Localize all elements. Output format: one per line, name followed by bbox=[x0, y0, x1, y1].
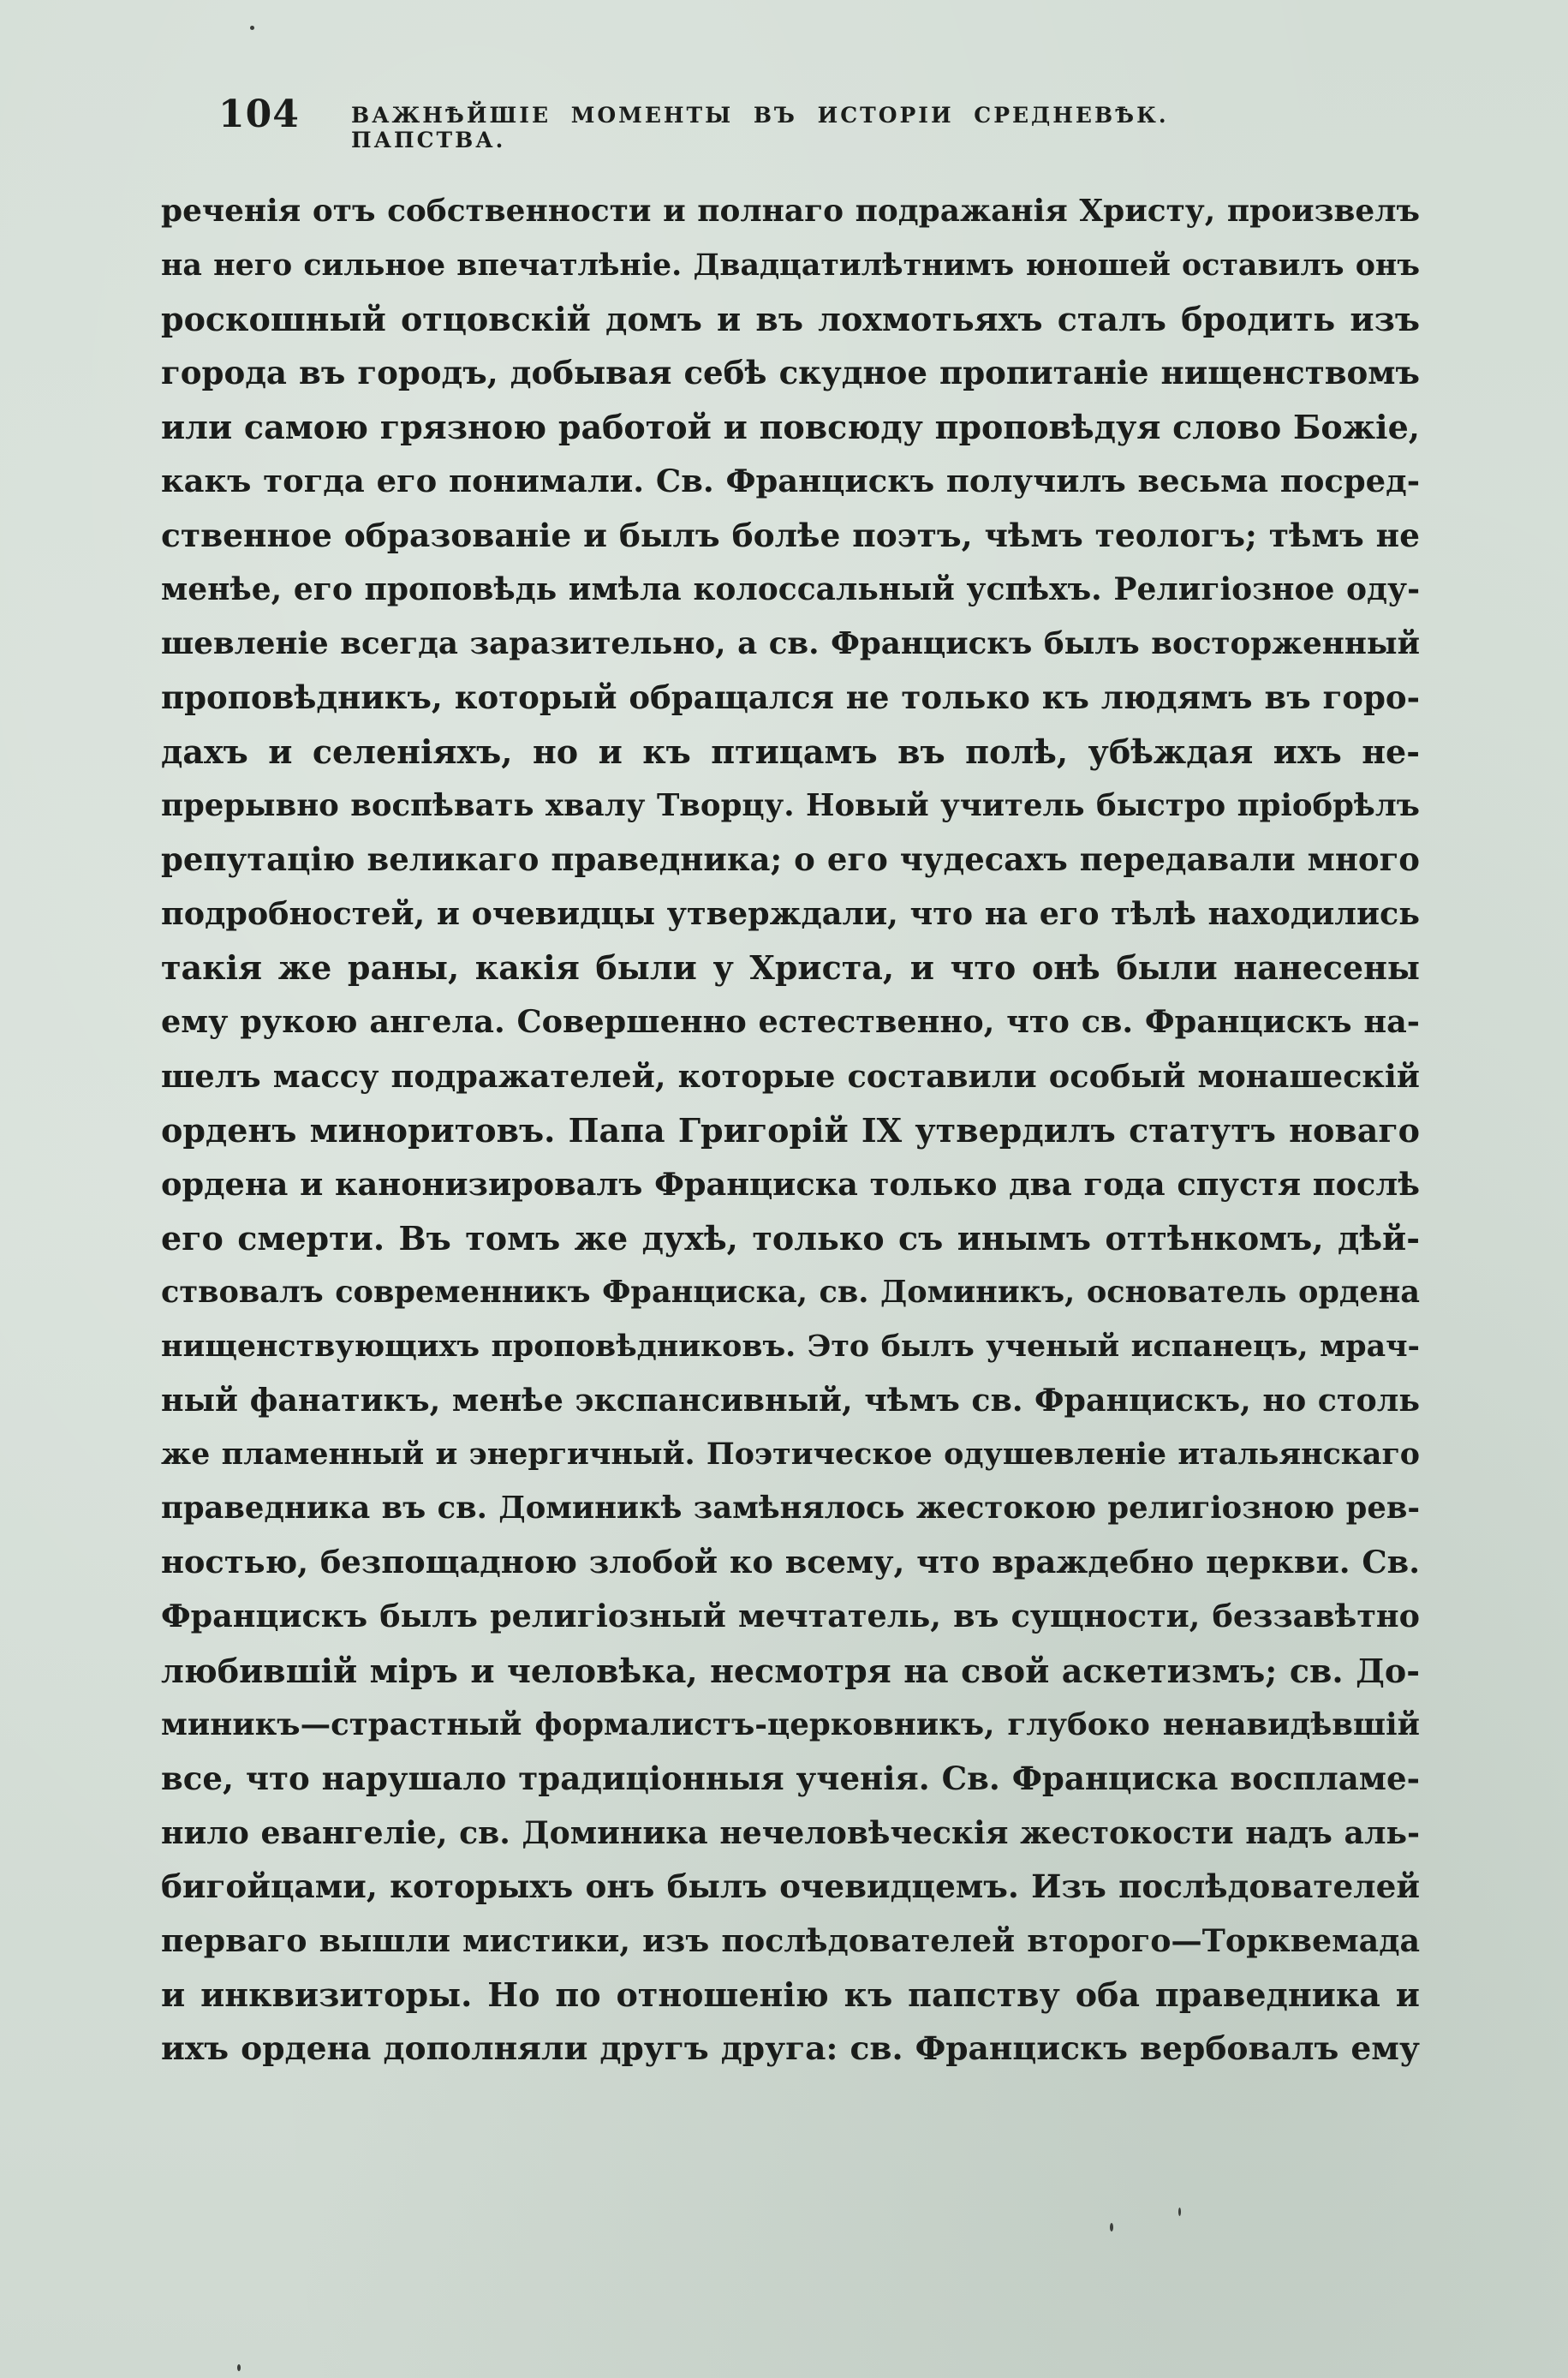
text-line: орденъ миноритовъ. Папа Григорій IX утвердилъ статутъ новаго bbox=[161, 1110, 1420, 1150]
text-line: проповѣдникъ, который обращался не только къ людямъ въ горо- bbox=[161, 678, 1420, 716]
running-title: ВАЖНѢЙШІЕ МОМЕНТЫ ВЪ ИСТОРІИ СРЕДНЕВѢК. ПАПСТВА. bbox=[351, 103, 1169, 152]
text-line: ственное образованіе и былъ болѣе поэтъ, чѣмъ теологъ; тѣмъ не bbox=[161, 516, 1420, 554]
text-line: шелъ массу подражателей, которые составили особый монашескій bbox=[161, 1057, 1420, 1095]
scan-speck bbox=[1110, 2223, 1113, 2232]
text-line: бигойцами, которыхъ онъ былъ очевидцемъ. Изъ послѣдователей bbox=[161, 1867, 1420, 1905]
text-line: ствовалъ современникъ Франциска, св. Доминикъ, основатель ордена bbox=[161, 1274, 1420, 1310]
text-line: его смерти. Въ томъ же духѣ, только съ инымъ оттѣнкомъ, дѣй- bbox=[161, 1218, 1420, 1258]
scan-speck bbox=[1178, 2208, 1181, 2216]
text-line: подробностей, и очевидцы утверждали, что на его тѣлѣ находились bbox=[161, 895, 1420, 933]
text-line: реченія отъ собственности и полнаго подражанія Христу, произвелъ bbox=[161, 193, 1420, 229]
text-line: какъ тогда его понимали. Св. Францискъ получилъ весьма посред- bbox=[161, 462, 1420, 500]
text-line: ему рукою ангела. Совершенно естественно, что св. Францискъ на- bbox=[161, 1003, 1420, 1041]
body-text bbox=[161, 184, 1420, 2076]
scan-speck bbox=[250, 26, 254, 30]
text-line: города въ городъ, добывая себѣ скудное пропитаніе нищенствомъ bbox=[161, 354, 1420, 392]
scan-speck bbox=[237, 2364, 241, 2371]
text-line: на него сильное впечатлѣніе. Двадцатилѣтнимъ юношей оставилъ онъ bbox=[161, 248, 1420, 284]
text-line: Францискъ былъ религіозный мечтатель, въ сущности, беззавѣтно bbox=[161, 1598, 1420, 1635]
text-line: или самою грязною работой и повсюду проповѣдуя слово Божіе, bbox=[161, 408, 1420, 447]
text-line: ный фанатикъ, менѣе экспансивный, чѣмъ св. Францискъ, но столь bbox=[161, 1382, 1420, 1419]
text-line: роскошный отцовскій домъ и въ лохмотьяхъ сталъ бродить изъ bbox=[161, 300, 1420, 339]
text-line: ихъ ордена дополняли другъ друга: св. Францискъ вербовалъ ему bbox=[161, 2029, 1420, 2068]
page-number: 104 bbox=[218, 93, 300, 136]
text-line: же пламенный и энергичный. Поэтическое одушевленіе итальянскаго bbox=[161, 1437, 1420, 1473]
text-line: менѣе, его проповѣдь имѣла колоссальный успѣхъ. Религіозное оду- bbox=[161, 571, 1420, 607]
text-line: миникъ—страстный формалистъ-церковникъ, глубоко ненавидѣвшій bbox=[161, 1706, 1420, 1742]
text-line: и инквизиторы. Но по отношенію къ папству оба праведника и bbox=[161, 1975, 1420, 2015]
text-line: праведника въ св. Доминикѣ замѣнялось жестокою религіозною рев- bbox=[161, 1491, 1420, 1527]
text-line: прерывно воспѣвать хвалу Творцу. Новый учитель быстро пріобрѣлъ bbox=[161, 788, 1420, 824]
text-line: любившій міръ и человѣка, несмотря на свой аскетизмъ; св. До- bbox=[161, 1651, 1420, 1690]
text-line: ностью, безпощадною злобой ко всему, что враждебно церкви. Св. bbox=[161, 1543, 1420, 1581]
text-line: дахъ и селеніяхъ, но и къ птицамъ въ полѣ, убѣждая ихъ не- bbox=[161, 732, 1420, 771]
text-line: такія же раны, какія были у Христа, и что онѣ были нанесены bbox=[161, 948, 1420, 988]
text-line: нищенствующихъ проповѣдниковъ. Это былъ ученый испанецъ, мрач- bbox=[161, 1328, 1420, 1364]
running-head bbox=[218, 93, 1323, 152]
text-line: шевленіе всегда заразительно, а св. Францискъ былъ восторженный bbox=[161, 625, 1420, 661]
text-line: ордена и канонизировалъ Франциска только два года спустя послѣ bbox=[161, 1165, 1420, 1203]
text-line: репутацію великаго праведника; о его чудесахъ передавали много bbox=[161, 840, 1420, 879]
text-line: перваго вышли мистики, изъ послѣдователей второго—Торквемада bbox=[161, 1922, 1420, 1959]
text-line: нило евангеліе, св. Доминика нечеловѣческія жестокости надъ аль- bbox=[161, 1813, 1420, 1851]
text-line: все, что нарушало традиціонныя ученія. Св. Франциска воспламе- bbox=[161, 1759, 1420, 1797]
